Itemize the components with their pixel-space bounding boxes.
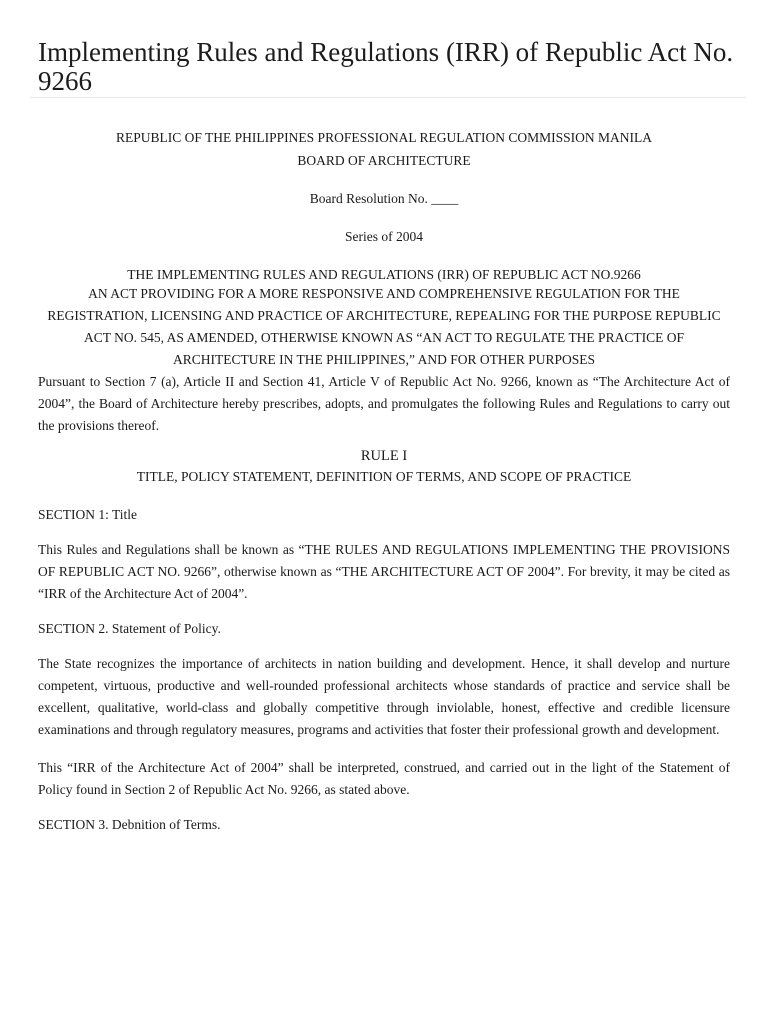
title-divider [30,97,746,98]
agency-heading: REPUBLIC OF THE PHILIPPINES PROFESSIONAL REGULATION COMMISSION MANILA [116,130,652,145]
irr-title: THE IMPLEMENTING RULES AND REGULATIONS (IRR) OF REPUBLIC ACT NO.9266 [127,267,641,282]
act-title: AN ACT PROVIDING FOR A MORE RESPONSIVE AND COMPREHENSIVE REGULATION FOR THE REGISTRATION, LICENSING AND PRACTICE OF ARCHITECTURE, REPEALING FOR THE PURPOSE REPUBLIC ACT NO. 545, AS AMENDED, OTHERWISE KNOWN AS “AN ACT TO REGULATE THE PRACTICE OF ARCHITECTURE IN THE PHILIPPINES,” AND FOR OTHER PURPOSES [47,286,721,367]
resolution-series: Series of 2004 [345,229,423,244]
section-2-heading: SECTION 2. Statement of Policy. [38,621,221,636]
rule-title: TITLE, POLICY STATEMENT, DEFINITION OF TERMS, AND SCOPE OF PRACTICE [136,469,632,484]
section-3-heading: SECTION 3. Debnition of Terms. [38,817,221,832]
rule-label: RULE I [360,448,408,464]
document-title: Implementing Rules and Regulations (IRR) of Republic Act No. 9266 [38,37,734,96]
section-2-body-1: The State recognizes the importance of architects in nation building and development. Hence, it shall develop and nurture competent, virtuous, productive and well-rounded professional architects whose standards of practice and service shall be excellent, qualitative, world-class and globally competitive through inviolable, honest, effective and credible licensure examinations and through regulatory measures, programs and activities that foster their professional growth and development. [38,656,730,737]
section-2-body-2: This “IRR of the Architecture Act of 2004” shall be interpreted, construed, and carried out in the light of the Statement of Policy found in Section 2 of Republic Act No. 9266, as stated above. [38,760,730,797]
section-1-heading: SECTION 1: Title [38,507,138,522]
section-1-body: This Rules and Regulations shall be known as “THE RULES AND REGULATIONS IMPLEMENTING THE PROVISIONS OF REPUBLIC ACT NO. 9266”, otherwise known as “THE ARCHITECTURE ACT OF 2004”. For brevity, it may be cited as “IRR of the Architecture Act of 2004”. [38,542,730,601]
board-resolution: Board Resolution No. ____ [309,191,459,206]
preamble-paragraph: Pursuant to Section 7 (a), Article II and Section 41, Article V of Republic Act No. 9266, known as “The Architecture Act of 2004”, the Board of Architecture hereby prescribes, adopts, and promulgates the following Rules and Regulations to carry out the provisions thereof. [38,374,730,433]
document-body [38,130,730,833]
board-heading: BOARD OF ARCHITECTURE [297,153,471,168]
